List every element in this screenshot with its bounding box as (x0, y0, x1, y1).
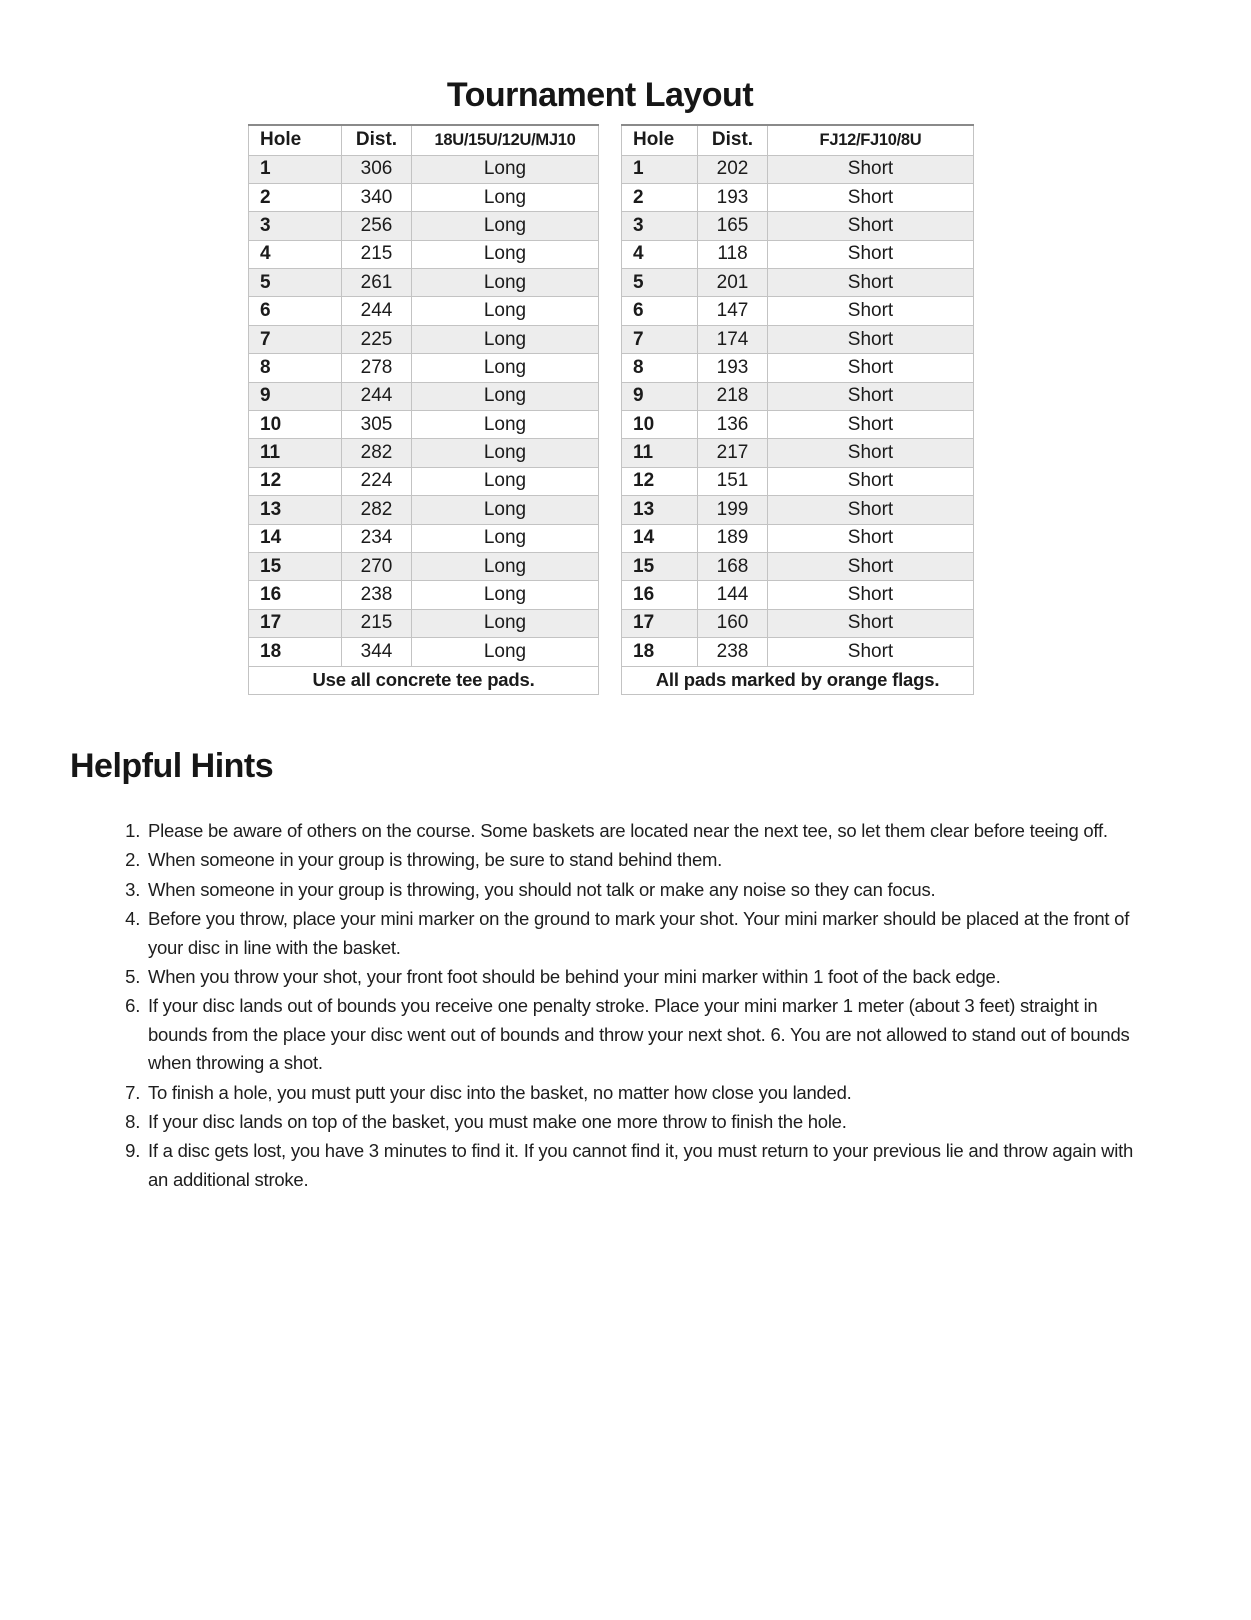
tee-length-cell: Long (412, 439, 599, 467)
hole-number-cell: 4 (622, 240, 698, 268)
hole-number-cell: 17 (249, 609, 342, 637)
table-row (622, 439, 974, 467)
hint-item: 1. Please be aware of others on the course. Some baskets are located near the next tee, so let them clear before teeing off. (145, 817, 1145, 845)
tee-length-cell: Long (412, 609, 599, 637)
tee-length-cell: Long (412, 325, 599, 353)
distance-cell: 215 (342, 609, 412, 637)
tee-length-cell: Long (412, 638, 599, 666)
tee-length-cell: Short (768, 609, 974, 637)
distance-cell: 306 (342, 155, 412, 183)
hole-number-cell: 12 (622, 467, 698, 495)
distance-cell: 193 (698, 354, 768, 382)
table-row (622, 552, 974, 580)
hole-number-cell: 10 (622, 411, 698, 439)
tee-pads-note: Use all concrete tee pads. (249, 666, 599, 694)
table-row (622, 269, 974, 297)
division-column-header: FJ12/FJ10/8U (768, 125, 974, 155)
hole-number-cell: 7 (249, 325, 342, 353)
table-row (622, 524, 974, 552)
table-row (249, 382, 599, 410)
tee-length-cell: Short (768, 411, 974, 439)
tee-length-cell: Long (412, 183, 599, 211)
tee-length-cell: Long (412, 467, 599, 495)
hole-number-cell: 11 (249, 439, 342, 467)
hole-number-cell: 2 (249, 183, 342, 211)
tee-length-cell: Short (768, 496, 974, 524)
long-table-body (249, 155, 599, 666)
distance-cell: 136 (698, 411, 768, 439)
short-table-footer (622, 666, 974, 694)
tee-length-cell: Short (768, 269, 974, 297)
tee-length-cell: Short (768, 382, 974, 410)
distance-cell: 199 (698, 496, 768, 524)
long-layout-table (248, 124, 599, 695)
distance-cell: 224 (342, 467, 412, 495)
table-row (622, 467, 974, 495)
tee-length-cell: Short (768, 439, 974, 467)
long-table-header (249, 125, 599, 155)
tee-length-cell: Short (768, 354, 974, 382)
distance-column-header: Dist. (698, 125, 768, 155)
distance-cell: 244 (342, 297, 412, 325)
table-row (249, 155, 599, 183)
distance-cell: 217 (698, 439, 768, 467)
tee-length-cell: Long (412, 411, 599, 439)
hint-item: 5. When you throw your shot, your front foot should be behind your mini marker within 1 foot of the back edge. (145, 963, 1145, 991)
table-row (249, 269, 599, 297)
hole-number-cell: 14 (622, 524, 698, 552)
tee-length-cell: Short (768, 552, 974, 580)
distance-cell: 270 (342, 552, 412, 580)
distance-cell: 193 (698, 183, 768, 211)
table-row (249, 183, 599, 211)
hole-number-cell: 2 (622, 183, 698, 211)
hole-number-cell: 15 (249, 552, 342, 580)
distance-cell: 168 (698, 552, 768, 580)
table-row (622, 638, 974, 666)
tee-length-cell: Long (412, 354, 599, 382)
division-column-header: 18U/15U/12U/MJ10 (412, 125, 599, 155)
hole-number-cell: 5 (249, 269, 342, 297)
tee-length-cell: Short (768, 183, 974, 211)
tee-length-cell: Long (412, 524, 599, 552)
hole-number-cell: 9 (622, 382, 698, 410)
table-row (622, 155, 974, 183)
hole-number-cell: 17 (622, 609, 698, 637)
distance-cell: 282 (342, 439, 412, 467)
distance-cell: 340 (342, 183, 412, 211)
distance-cell: 201 (698, 269, 768, 297)
tee-length-cell: Long (412, 297, 599, 325)
tee-length-cell: Long (412, 240, 599, 268)
hole-number-cell: 5 (622, 269, 698, 297)
tee-length-cell: Short (768, 155, 974, 183)
table-row (249, 354, 599, 382)
table-row (249, 439, 599, 467)
hole-number-cell: 1 (622, 155, 698, 183)
table-row (249, 297, 599, 325)
table-row (249, 212, 599, 240)
hole-number-cell: 12 (249, 467, 342, 495)
table-row (622, 581, 974, 609)
hints-title: Helpful Hints (70, 747, 274, 785)
distance-cell: 261 (342, 269, 412, 297)
long-table-footer (249, 666, 599, 694)
hole-number-cell: 8 (622, 354, 698, 382)
tee-length-cell: Short (768, 638, 974, 666)
table-row (249, 524, 599, 552)
tee-length-cell: Long (412, 496, 599, 524)
hole-column-header: Hole (249, 125, 342, 155)
distance-cell: 282 (342, 496, 412, 524)
table-row (249, 609, 599, 637)
table-row (249, 411, 599, 439)
distance-cell: 234 (342, 524, 412, 552)
tee-length-cell: Long (412, 155, 599, 183)
hole-number-cell: 8 (249, 354, 342, 382)
hole-number-cell: 10 (249, 411, 342, 439)
hole-number-cell: 11 (622, 439, 698, 467)
hints-list (70, 817, 1145, 1195)
table-row (249, 552, 599, 580)
distance-cell: 238 (342, 581, 412, 609)
hole-number-cell: 6 (249, 297, 342, 325)
hint-item: 9. If a disc gets lost, you have 3 minutes to find it. If you cannot find it, you must return to your previous lie and throw again with an additional stroke. (145, 1137, 1145, 1194)
tee-length-cell: Long (412, 552, 599, 580)
distance-cell: 278 (342, 354, 412, 382)
distance-cell: 225 (342, 325, 412, 353)
hint-item: 3. When someone in your group is throwing, you should not talk or make any noise so they can focus. (145, 876, 1145, 904)
distance-cell: 238 (698, 638, 768, 666)
distance-cell: 215 (342, 240, 412, 268)
hint-item: 2. When someone in your group is throwing, be sure to stand behind them. (145, 846, 1145, 874)
hole-number-cell: 6 (622, 297, 698, 325)
tee-length-cell: Short (768, 524, 974, 552)
layout-tables (248, 124, 974, 695)
orange-flags-note: All pads marked by orange flags. (622, 666, 974, 694)
hint-item: 6. If your disc lands out of bounds you receive one penalty stroke. Place your mini marker 1 meter (about 3 feet) straight in bounds from the place your disc went out of bounds and throw your next shot. 6. You are not allowed to stand out of bounds when throwing a shot. (145, 992, 1145, 1077)
table-row (622, 212, 974, 240)
hole-number-cell: 7 (622, 325, 698, 353)
tee-length-cell: Short (768, 240, 974, 268)
footer-row (622, 666, 974, 694)
short-layout-table (621, 124, 974, 695)
distance-column-header: Dist. (342, 125, 412, 155)
hole-number-cell: 9 (249, 382, 342, 410)
distance-cell: 244 (342, 382, 412, 410)
distance-cell: 174 (698, 325, 768, 353)
distance-cell: 218 (698, 382, 768, 410)
hole-number-cell: 13 (622, 496, 698, 524)
table-row (622, 382, 974, 410)
tee-length-cell: Long (412, 212, 599, 240)
table-row (249, 638, 599, 666)
distance-cell: 144 (698, 581, 768, 609)
header-row (622, 125, 974, 155)
distance-cell: 160 (698, 609, 768, 637)
table-row (622, 297, 974, 325)
page-title: Tournament Layout (446, 76, 754, 114)
hole-number-cell: 16 (622, 581, 698, 609)
distance-cell: 305 (342, 411, 412, 439)
short-table-body (622, 155, 974, 666)
table-row (249, 467, 599, 495)
tee-length-cell: Short (768, 325, 974, 353)
table-row (622, 240, 974, 268)
table-row (622, 496, 974, 524)
hole-number-cell: 16 (249, 581, 342, 609)
table-row (249, 496, 599, 524)
tee-length-cell: Short (768, 297, 974, 325)
hole-number-cell: 18 (622, 638, 698, 666)
tee-length-cell: Short (768, 467, 974, 495)
hole-number-cell: 3 (622, 212, 698, 240)
hole-number-cell: 14 (249, 524, 342, 552)
tee-length-cell: Short (768, 212, 974, 240)
header-row (249, 125, 599, 155)
table-row (249, 240, 599, 268)
distance-cell: 147 (698, 297, 768, 325)
tee-length-cell: Long (412, 581, 599, 609)
table-row (622, 325, 974, 353)
hole-number-cell: 3 (249, 212, 342, 240)
short-table-header (622, 125, 974, 155)
hole-column-header: Hole (622, 125, 698, 155)
hint-item: 8. If your disc lands on top of the basket, you must make one more throw to finish the hole. (145, 1108, 1145, 1136)
tee-length-cell: Long (412, 382, 599, 410)
distance-cell: 189 (698, 524, 768, 552)
hole-number-cell: 4 (249, 240, 342, 268)
tee-length-cell: Long (412, 269, 599, 297)
distance-cell: 151 (698, 467, 768, 495)
hole-number-cell: 13 (249, 496, 342, 524)
distance-cell: 165 (698, 212, 768, 240)
hole-number-cell: 15 (622, 552, 698, 580)
table-row (249, 581, 599, 609)
distance-cell: 256 (342, 212, 412, 240)
hint-item: 4. Before you throw, place your mini marker on the ground to mark your shot. Your mini marker should be placed at the front of your disc in line with the basket. (145, 905, 1145, 962)
hole-number-cell: 1 (249, 155, 342, 183)
footer-row (249, 666, 599, 694)
hint-item: 7. To finish a hole, you must putt your disc into the basket, no matter how close you landed. (145, 1079, 1145, 1107)
table-row (622, 354, 974, 382)
tee-length-cell: Short (768, 581, 974, 609)
distance-cell: 118 (698, 240, 768, 268)
distance-cell: 344 (342, 638, 412, 666)
table-row (622, 609, 974, 637)
table-row (622, 411, 974, 439)
table-row (622, 183, 974, 211)
table-row (249, 325, 599, 353)
hole-number-cell: 18 (249, 638, 342, 666)
distance-cell: 202 (698, 155, 768, 183)
